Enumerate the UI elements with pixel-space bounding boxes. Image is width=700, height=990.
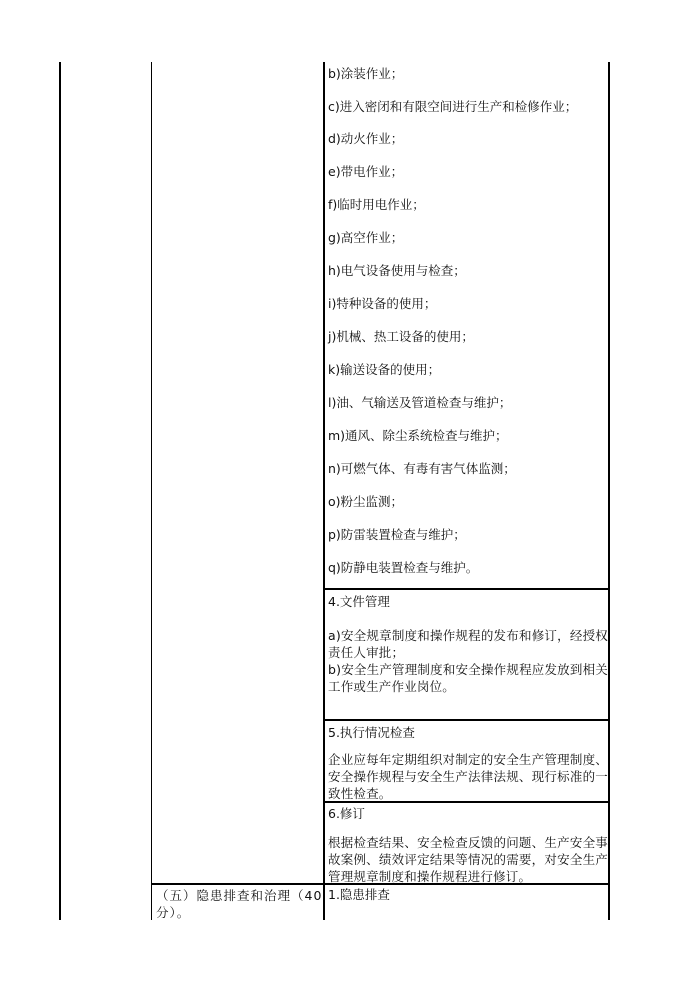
list-item: e)带电作业； (328, 164, 404, 179)
table-border-left (59, 62, 61, 920)
list-item: f)临时用电作业； (328, 197, 425, 212)
exec-check-text: 企业应每年定期组织对制定的安全生产管理制度、安全操作规程与安全生产法律法规、现行标准的一致性检查。 (328, 752, 608, 801)
doc-mgmt-text-b: b)安全生产管理制度和安全操作规程应发放到相关工作或生产作业岗位。 (328, 662, 608, 694)
hazard-category-label: （五）隐患排查和治理（40分）。 (156, 888, 323, 920)
list-item: l)油、气输送及管道检查与维护； (328, 395, 512, 410)
list-item: c)进入密闭和有限空间进行生产和检修作业； (328, 99, 578, 114)
revision-text: 根据检查结果、安全检查反馈的问题、生产安全事故案例、绩效评定结果等情况的需要，对安全生产管理规章制度和操作规程进行修订。 (328, 835, 608, 884)
table-border-right (608, 62, 610, 920)
row-divider-doc-mgmt (323, 588, 610, 590)
section-title-exec-check: 5.执行情况检查 (328, 725, 415, 740)
list-item: i)特种设备的使用； (328, 296, 437, 311)
list-item: h)电气设备使用与检查； (328, 263, 466, 278)
section-title-hazard: 1.隐患排查 (328, 887, 390, 902)
column-divider-1 (151, 62, 152, 920)
list-item: d)动火作业； (328, 131, 404, 146)
row-divider-exec-check (323, 719, 610, 721)
list-item: q)防静电装置检查与维护。 (328, 560, 479, 575)
list-item: k)输送设备的使用； (328, 362, 441, 377)
list-item: m)通风、除尘系统检查与维护； (328, 428, 508, 443)
list-item: b)涂装作业； (328, 66, 404, 81)
list-item: p)防雷装置检查与维护； (328, 527, 466, 542)
section-title-revision: 6.修订 (328, 806, 365, 821)
list-item: j)机械、热工设备的使用； (328, 329, 474, 344)
list-item: n)可燃气体、有毒有害气体监测； (328, 461, 516, 476)
column-divider-2 (323, 62, 325, 920)
section-title-doc-mgmt: 4.文件管理 (328, 594, 390, 609)
list-item: g)高空作业； (328, 230, 404, 245)
doc-mgmt-text-a: a)安全规章制度和操作规程的发布和修订，经授权责任人审批； (328, 628, 608, 660)
list-item: o)粉尘监测； (328, 494, 404, 509)
row-divider-revision (323, 801, 610, 803)
